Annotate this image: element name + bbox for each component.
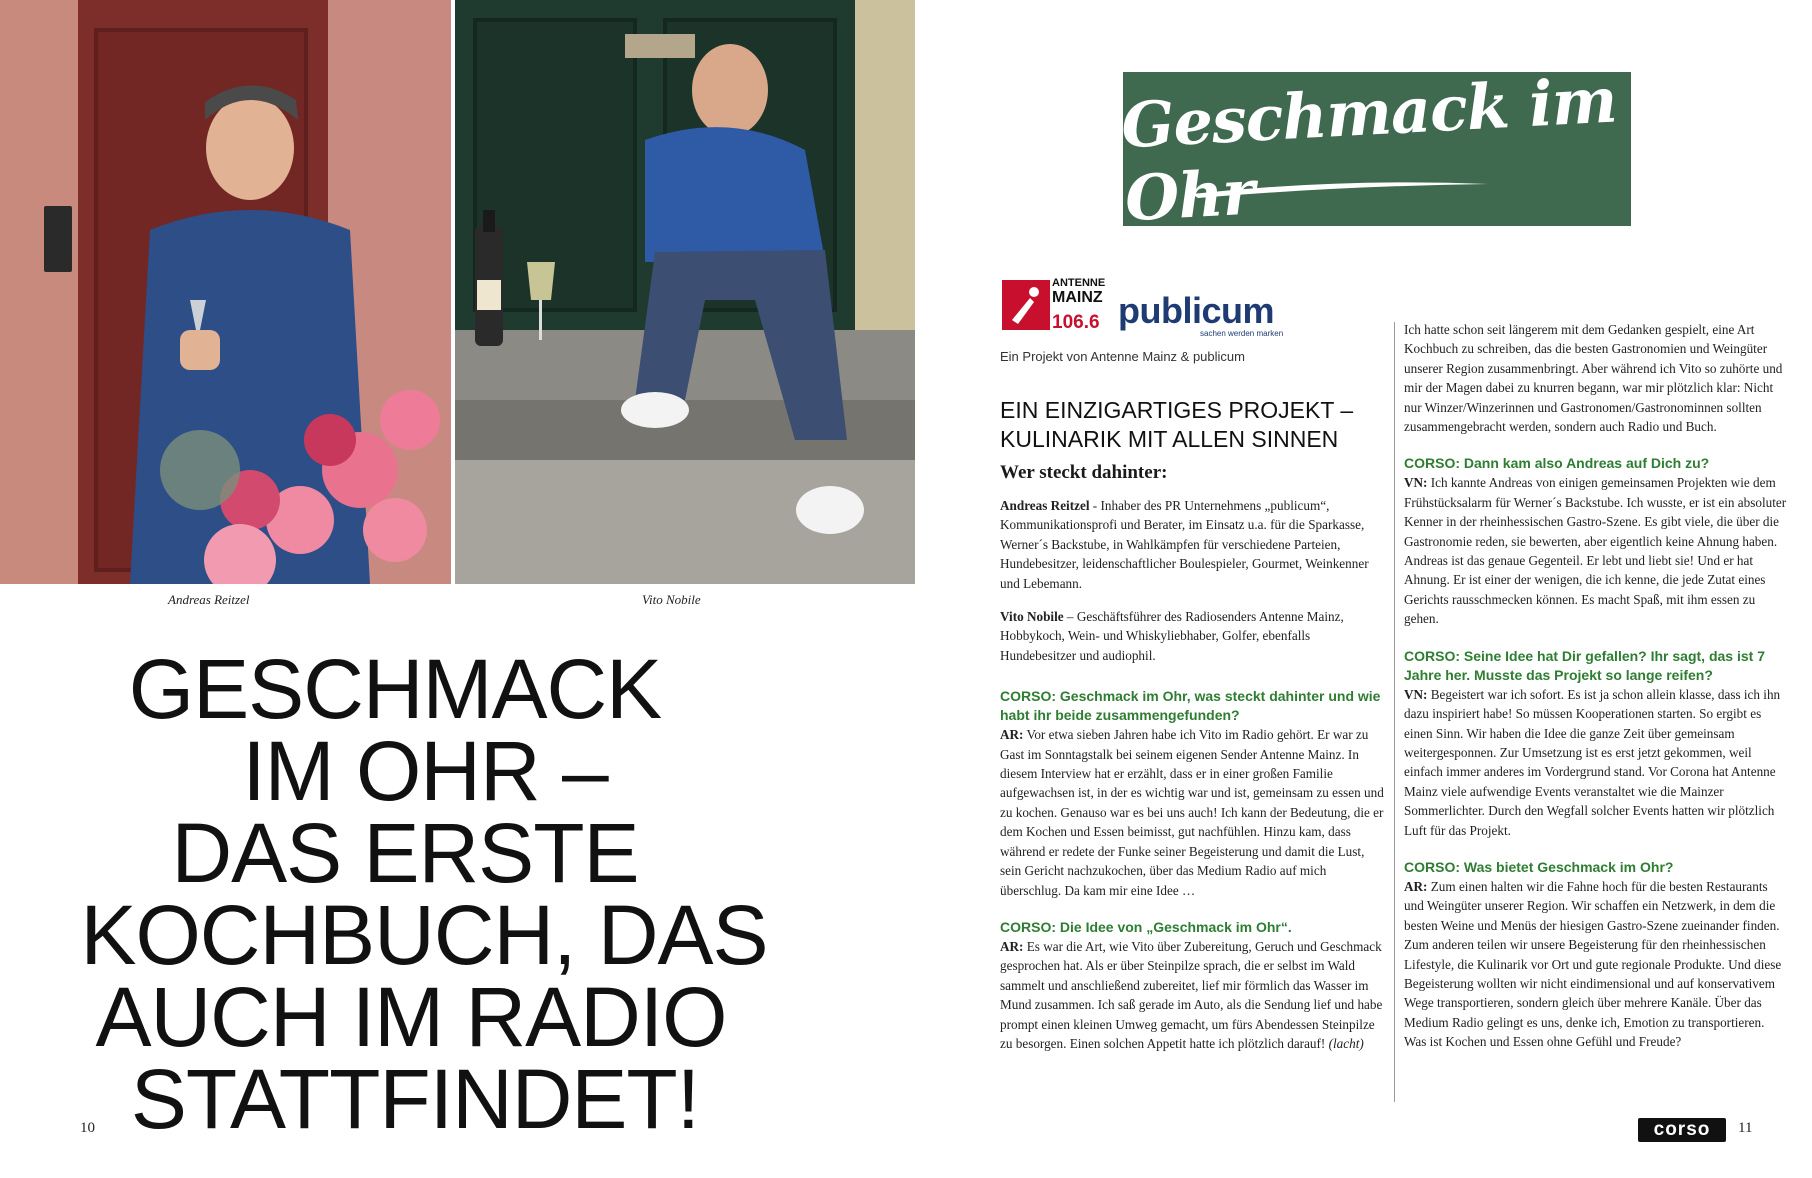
bio-name: Vito Nobile	[1000, 609, 1064, 625]
headline-line: STATTFINDET!	[130, 1052, 700, 1146]
speaker: VN:	[1404, 475, 1428, 491]
section-heading-line: EIN EINZIGARTIGES PROJEKT –	[1000, 397, 1354, 423]
bio-andreas	[1000, 496, 1385, 593]
answer-continued: Ich hatte schon seit längerem mit dem Gedanken gespielt, eine Art Kochbuch zu schreiben, das die besten Gastronomien und Weingüter unserer Region zusammenbringt. Aber während ich Vito so zuhörte und mir der Magen dabei zu knurren begann, war mir plötzlich klar: Nicht nur Winzer/Winzerinnen und Gastronomen/Gastronominnen sollten zusammengebracht werden, sondern auch Radio und Buch.	[1404, 322, 1783, 435]
bio-text: - Inhaber des PR Unternehmens „publicum“, Kommunikationsprofi und Berater, im Einsatz u.a. für die Sparkasse, Werner´s Backstube, in Wahlkämpfen für verschiedene Parteien, Hundebesitzer, leidenschaftlicher Boulespieler, Gourmet, Weinkenner und Lebemann.	[1000, 498, 1369, 591]
interview-question: CORSO: Dann kam also Andreas auf Dich zu?	[1404, 455, 1710, 472]
antenne-mainz-wordmark	[1052, 278, 1105, 307]
antenne-frequency: 106.6	[1052, 312, 1100, 333]
page-number-left: 10	[80, 1120, 95, 1136]
publicum-tagline: sachen werden marken	[1200, 329, 1284, 338]
who-heading: Wer steckt dahinter:	[1000, 462, 1168, 483]
answer-text: Zum einen halten wir die Fahne hoch für die besten Restaurants und Weingüter unserer Region. Wir schaffen ein Netzwerk, in dem die besten Weine und Menüs der hiesigen Gastro-Szene zueinander finden. Zum anderen teilen wir unsere Begeisterung für den rheinhessischen Lifestyle, die Kulinarik vor Ort und gute regionale Produkte. Und diese Begeisterung wollten wir nicht eindimensional und auf konservativem Wege transportieren, sondern gleich über mehrere Kanäle. Über das Medium Radio gelingt es uns, denke ich, Emotion zu transportieren. Was ist Kochen und Essen ohne Gefühl und Freude?	[1404, 878, 1782, 1050]
headline-line: AUCH IM RADIO	[95, 970, 727, 1064]
answer-text: Vor etwa sieben Jahren habe ich Vito im Radio gehört. Er war zu Gast im Sonntagstalk bei seinem eigenen Sender Antenne Mainz. In diesem Interview hat er erzählt, dass er in einer großen Familie aufgewachsen ist, in der es wichtig war und ist, gemeinsam zu essen und zu kochen. Genauso war es bei uns auch! Ich kann der Bedeutung, die er dem Kochen und Essen beimisst, gut nachfühlen. Hinzu kam, dass während er redete der Funke seiner Begeisterung und damit die Lust, sein Gericht nachzukochen, über das Medium Radio auf mich überschlug. Da kam mir eine Idee …	[1000, 727, 1384, 898]
column-divider	[1394, 322, 1395, 1102]
publicum-logo: publicum	[1118, 290, 1274, 331]
bio-text: – Geschäftsführer des Radiosenders Antenne Mainz, Hobbykoch, Wein- und Whiskyliebhaber, Golfer, ebenfalls Hundebesitzer und audiophil.	[1000, 609, 1344, 663]
headline-line: DAS ERSTE	[171, 806, 639, 900]
speaker: AR:	[1404, 878, 1428, 894]
brand-banner	[1119, 63, 1631, 236]
bio-name: Andreas Reitzel	[1000, 498, 1090, 513]
interview-question: CORSO: Die Idee von „Geschmack im Ohr“.	[1000, 918, 1292, 935]
speaker: AR:	[1000, 727, 1024, 743]
speaker: AR:	[1000, 938, 1024, 954]
headline-line: KOCHBUCH, DAS	[80, 888, 768, 982]
speaker: VN:	[1404, 686, 1428, 702]
antenne-line1: ANTENNE	[1052, 277, 1106, 289]
photo-vito-nobile	[455, 0, 915, 584]
brand-title: Geschmack im Ohr	[1119, 63, 1619, 236]
article-column-2	[1404, 320, 1788, 1066]
bio-vito	[1000, 607, 1385, 665]
answer-text: Ich kannte Andreas von einigen gemeinsamen Projekten wie dem Frühstücksalarm für Werner´s Backstube. Ich wusste, er ist ein absoluter Kenner in der rheinhessischen Gastro-Szene. Es gibt viele, die über die Gastronomie reden, sie bewerten, aber eigentlich keine Ahnung haben. Andreas ist das genaue Gegenteil. Er lebt und liebt sie! Und er hat Ahnung. Er ist einer der wenigen, die ich kenne, die jede Zutat eines Gerichts rausschmecken können. Es macht Spaß, mit ihm essen zu gehen.	[1404, 475, 1787, 627]
page-number-right: 11	[1738, 1120, 1753, 1136]
interview-answer	[1000, 937, 1385, 1053]
article-column-1	[1000, 496, 1385, 1067]
answer-text: Begeistert war ich sofort. Es ist ja schon allein klasse, dass ich ihn dazu inspiriert habe! So müssen Kooperationen starten. So ergibt es einen Sinn. Wir haben die Idee die ganze Zeit über gemeinsam weitergesponnen. Zur Umsetzung ist es erst jetzt gekommen, weil einfach immer anderes im Vordergrund stand. Vor Corona hat Antenne Mainz viele aufwendige Events veranstaltet wie die Mainzer Sommerlichter. Durch den Wegfall solcher Events hatten wir plötzlich Luft für das Projekt.	[1404, 686, 1781, 838]
headline-line: GESCHMACK	[128, 642, 662, 736]
caption-andreas-reitzel: Andreas Reitzel	[168, 592, 250, 607]
corso-logo: corso	[1638, 1118, 1726, 1142]
interview-question: CORSO: Geschmack im Ohr, was steckt dahinter und wie habt ihr beide zusammengefunden?	[1000, 688, 1381, 724]
section-heading	[1000, 396, 1353, 454]
headline-line: IM OHR –	[242, 724, 608, 818]
antenne-mainz-logo	[1002, 280, 1050, 330]
interview-question: CORSO: Was bietet Geschmack im Ohr?	[1404, 858, 1674, 875]
answer-text: Es war die Art, wie Vito über Zubereitung, Geruch und Geschmack gesprochen hat. Als er über Steinpilze sprach, die er selbst im Wald sammelt und anschließend zubereitet, lief mir förmlich das Wasser im Mund zusammen. Ich saß gerade im Auto, als die Sendung lief und habe prompt einen kleinen Umweg gemacht, um fürs Abendessen Steinpilze zu besorgen. Einen solchen Appetit hatte ich plötzlich darauf!	[1000, 938, 1383, 1051]
interview-answer	[1404, 685, 1788, 840]
headline	[0, 642, 870, 1146]
photo-andreas-reitzel	[0, 0, 451, 584]
section-heading-line: KULINARIK MIT ALLEN SINNEN	[1000, 426, 1339, 452]
interview-answer	[1404, 473, 1788, 628]
caption-vito-nobile: Vito Nobile	[642, 592, 701, 607]
antenne-line2: MAINZ	[1052, 289, 1103, 306]
brand-swoosh	[1190, 174, 1490, 200]
interview-answer	[1404, 877, 1788, 1052]
answer-aside: (lacht)	[1325, 1035, 1364, 1051]
interview-answer	[1000, 725, 1385, 900]
interview-question: CORSO: Seine Idee hat Dir gefallen? Ihr sagt, das ist 7 Jahre her. Musste das Projekt so lange reifen?	[1404, 647, 1765, 683]
project-line: Ein Projekt von Antenne Mainz & publicum	[1000, 349, 1245, 364]
